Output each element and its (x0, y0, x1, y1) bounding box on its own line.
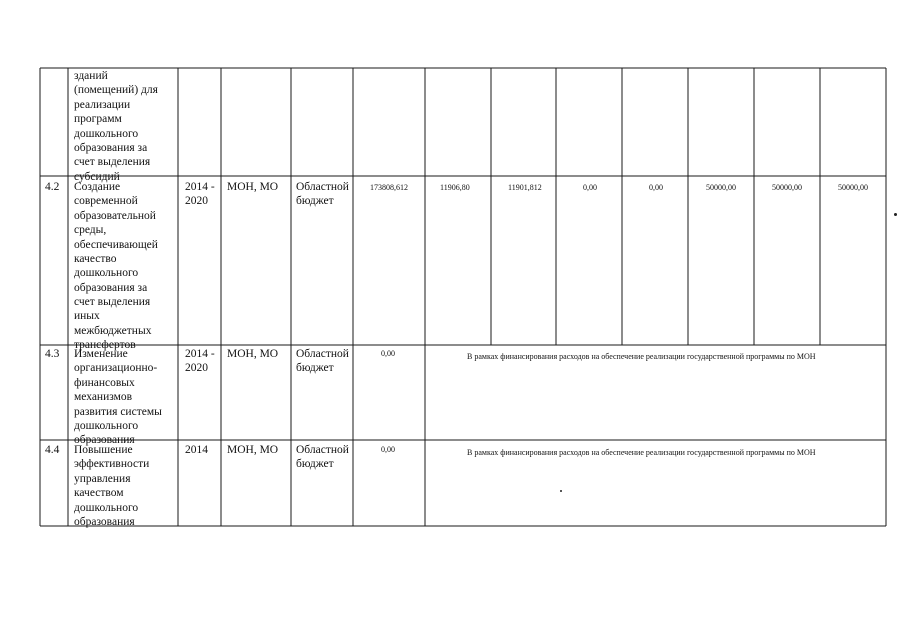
row1-value-2015: 11901,812 (508, 183, 542, 192)
row3-source: Областной бюджет (296, 444, 349, 471)
row0-description: зданий (помещений) для реализации программ дошкольного образования за счет выделения субсидий (74, 70, 158, 183)
row2-number: 4.3 (45, 348, 60, 360)
row3-number: 4.4 (45, 444, 60, 456)
row1-executor: МОН, МО (227, 181, 279, 193)
row1-value-2018: 50000,00 (706, 183, 736, 192)
row3-funding-note: В рамках финансирования расходов на обеспечение реализации государственной программы по МОН (467, 448, 816, 457)
row1-value-2019: 50000,00 (772, 183, 802, 192)
scan-speck (560, 490, 562, 492)
row2-period: 2014 - 2020 (185, 348, 215, 375)
row1-total-value: 173808,612 (370, 183, 408, 192)
row2-executor: МОН, МО (227, 348, 279, 360)
row3-executor: МОН, МО (227, 444, 279, 456)
row1-value-2020: 50000,00 (838, 183, 868, 192)
row2-description: Изменение организационно- финансовых механизмов развития системы дошкольного образования (74, 348, 162, 447)
row1-source: Областной бюджет (296, 181, 349, 208)
row3-period: 2014 (185, 444, 208, 456)
row3-description: Повышение эффективности управления качеством дошкольного образования (74, 444, 150, 528)
row3-total-value: 0,00 (381, 445, 395, 454)
row1-description: Создание современной образовательной среды, обеспечивающей качество дошкольного образования за счет выделения иных межбюджетных трансфертов (74, 181, 158, 352)
row1-value-2017: 0,00 (649, 183, 663, 192)
row2-funding-note: В рамках финансирования расходов на обеспечение реализации государственной программы по МОН (467, 352, 816, 361)
row2-source: Областной бюджет (296, 348, 349, 375)
scan-speck (894, 213, 897, 216)
row1-number: 4.2 (45, 181, 60, 193)
row1-value-2014: 11906,80 (440, 183, 470, 192)
row1-value-2016: 0,00 (583, 183, 597, 192)
row1-period: 2014 - 2020 (185, 181, 215, 208)
row2-total-value: 0,00 (381, 349, 395, 358)
